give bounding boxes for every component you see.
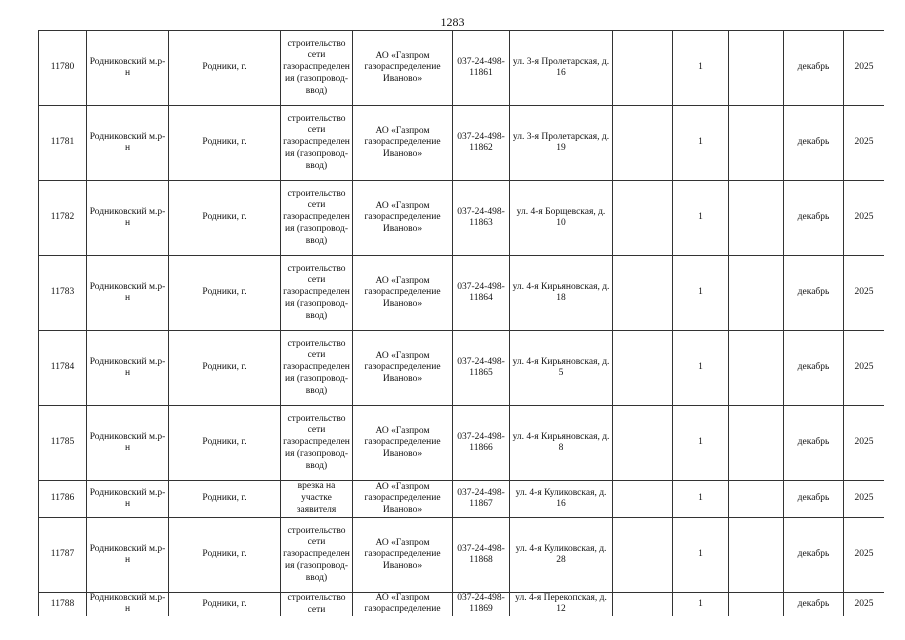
table-row [39,481,885,518]
address-cell: ул. 3-я Пролетарская, д. 19 [510,106,613,181]
year-cell: 2025 [844,331,885,406]
address-cell: ул. 4-я Кирьяновская, д. 18 [510,256,613,331]
address-cell: ул. 4-я Кирьяновская, д. 8 [510,406,613,481]
registry-code-cell: 037-24-498-11869 [453,593,510,617]
month-cell: декабрь [784,331,844,406]
table-row [39,406,885,481]
district-cell: Родниковский м.р-н [87,481,169,518]
row-number-cell: 11781 [39,106,87,181]
empty-cell [729,181,784,256]
registry-code-cell: 037-24-498-11864 [453,256,510,331]
quantity-cell: 1 [673,181,729,256]
district-cell: Родниковский м.р-н [87,593,169,617]
work-type-cell: врезка на участке заявителя [281,481,353,518]
row-number-cell: 11786 [39,481,87,518]
month-cell: декабрь [784,106,844,181]
empty-cell [613,481,673,518]
month-cell: декабрь [784,181,844,256]
month-cell: декабрь [784,406,844,481]
year-cell: 2025 [844,181,885,256]
year-cell: 2025 [844,406,885,481]
district-cell: Родниковский м.р-н [87,331,169,406]
district-cell: Родниковский м.р-н [87,256,169,331]
quantity-cell: 1 [673,331,729,406]
empty-cell [613,406,673,481]
quantity-cell: 1 [673,593,729,617]
table-row [39,518,885,593]
row-number-cell: 11782 [39,181,87,256]
row-number-cell: 11788 [39,593,87,617]
row-number-cell: 11783 [39,256,87,331]
locality-cell: Родники, г. [169,331,281,406]
row-number-cell: 11784 [39,331,87,406]
row-number-cell: 11785 [39,406,87,481]
organization-cell: АО «Газпром газораспределение Иваново» [353,31,453,106]
empty-cell [613,518,673,593]
row-number-cell: 11780 [39,31,87,106]
organization-cell: АО «Газпром газораспределение Иваново» [353,331,453,406]
district-cell: Родниковский м.р-н [87,518,169,593]
empty-cell [729,593,784,617]
address-cell: ул. 3-я Пролетарская, д. 16 [510,31,613,106]
empty-cell [729,31,784,106]
locality-cell: Родники, г. [169,481,281,518]
row-number-cell: 11787 [39,518,87,593]
registry-code-cell: 037-24-498-11868 [453,518,510,593]
empty-cell [729,406,784,481]
year-cell: 2025 [844,256,885,331]
work-type-cell: строительство сети газораспределения (газопровод-ввод) [281,181,353,256]
district-cell: Родниковский м.р-н [87,31,169,106]
registry-code-cell: 037-24-498-11861 [453,31,510,106]
work-type-cell: строительство сети газораспределения (газопровод-ввод) [281,406,353,481]
year-cell: 2025 [844,106,885,181]
empty-cell [729,518,784,593]
registry-code-cell: 037-24-498-11866 [453,406,510,481]
locality-cell: Родники, г. [169,181,281,256]
locality-cell: Родники, г. [169,256,281,331]
work-type-cell: строительство сети газораспределения (газопровод-ввод) [281,256,353,331]
organization-cell: АО «Газпром газораспределение Иваново» [353,106,453,181]
empty-cell [613,181,673,256]
address-cell: ул. 4-я Перекопская, д. 12 [510,593,613,617]
address-cell: ул. 4-я Кирьяновская, д. 5 [510,331,613,406]
table-row [39,106,885,181]
empty-cell [729,481,784,518]
empty-cell [613,106,673,181]
district-cell: Родниковский м.р-н [87,406,169,481]
district-cell: Родниковский м.р-н [87,181,169,256]
table-row [39,331,885,406]
work-type-cell: строительство сети газораспределения (газопровод-ввод) [281,518,353,593]
work-type-cell: строительство сети газораспределения (газопровод-ввод) [281,31,353,106]
quantity-cell: 1 [673,518,729,593]
table-row [39,593,885,617]
locality-cell: Родники, г. [169,518,281,593]
address-cell: ул. 4-я Куликовская, д. 28 [510,518,613,593]
registry-code-cell: 037-24-498-11867 [453,481,510,518]
month-cell: декабрь [784,256,844,331]
empty-cell [729,331,784,406]
empty-cell [613,593,673,617]
quantity-cell: 1 [673,406,729,481]
work-type-cell: строительство сети газораспределения (газопровод-ввод) [281,331,353,406]
registry-code-cell: 037-24-498-11862 [453,106,510,181]
year-cell: 2025 [844,31,885,106]
year-cell: 2025 [844,481,885,518]
organization-cell: АО «Газпром газораспределение Иваново» [353,481,453,518]
organization-cell: АО «Газпром газораспределение Иваново» [353,181,453,256]
work-type-cell: строительство сети [281,593,353,617]
empty-cell [613,31,673,106]
table-row [39,256,885,331]
address-cell: ул. 4-я Борщевская, д. 10 [510,181,613,256]
empty-cell [729,256,784,331]
empty-cell [613,256,673,331]
quantity-cell: 1 [673,31,729,106]
registry-code-cell: 037-24-498-11863 [453,181,510,256]
registry-table [38,30,884,616]
locality-cell: Родники, г. [169,593,281,617]
quantity-cell: 1 [673,481,729,518]
registry-table-wrapper [38,30,884,616]
month-cell: декабрь [784,518,844,593]
empty-cell [613,331,673,406]
year-cell: 2025 [844,593,885,617]
quantity-cell: 1 [673,106,729,181]
district-cell: Родниковский м.р-н [87,106,169,181]
organization-cell: АО «Газпром газораспределение [353,593,453,617]
page-number: 1283 [440,15,465,29]
organization-cell: АО «Газпром газораспределение Иваново» [353,256,453,331]
locality-cell: Родники, г. [169,31,281,106]
organization-cell: АО «Газпром газораспределение Иваново» [353,518,453,593]
month-cell: декабрь [784,31,844,106]
table-row [39,31,885,106]
organization-cell: АО «Газпром газораспределение Иваново» [353,406,453,481]
registry-code-cell: 037-24-498-11865 [453,331,510,406]
locality-cell: Родники, г. [169,406,281,481]
address-cell: ул. 4-я Куликовская, д. 16 [510,481,613,518]
table-row [39,181,885,256]
month-cell: декабрь [784,481,844,518]
quantity-cell: 1 [673,256,729,331]
locality-cell: Родники, г. [169,106,281,181]
month-cell: декабрь [784,593,844,617]
work-type-cell: строительство сети газораспределения (газопровод-ввод) [281,106,353,181]
year-cell: 2025 [844,518,885,593]
empty-cell [729,106,784,181]
